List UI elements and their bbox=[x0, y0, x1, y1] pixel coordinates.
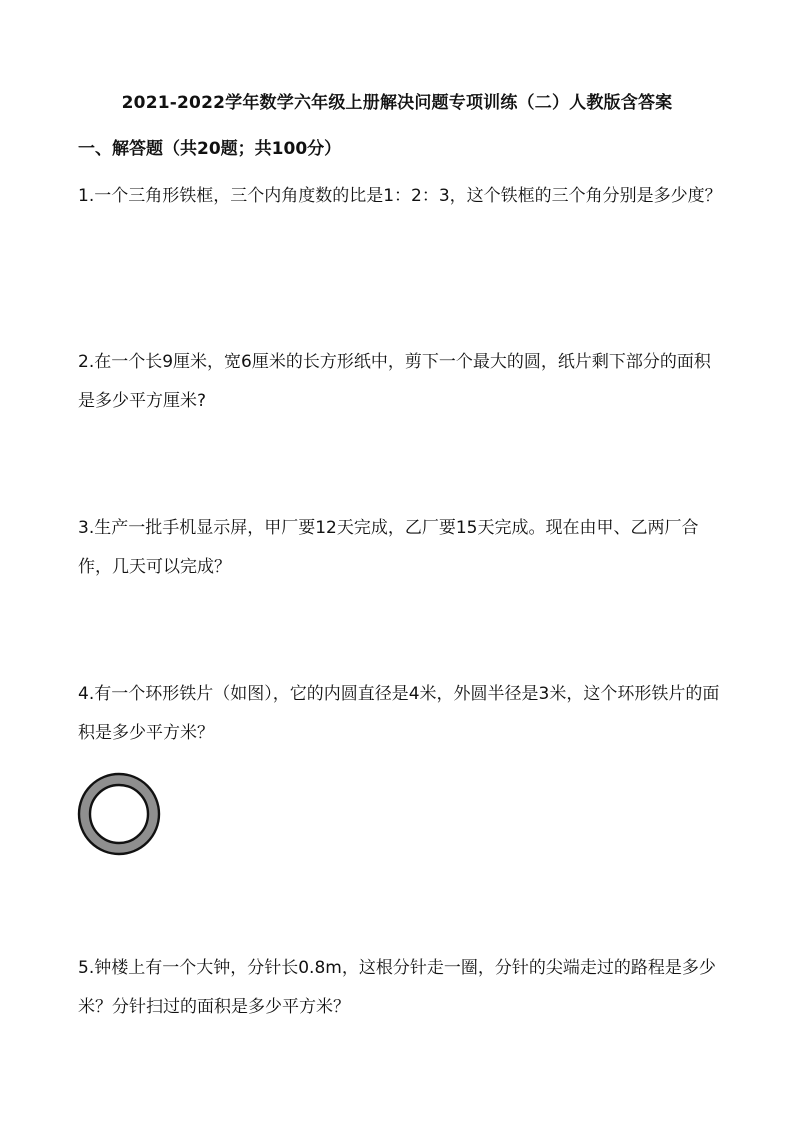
question-4: 4.有一个环形铁片（如图），它的内圆直径是4米，外圆半径是3米，这个环形铁片的面积是多少平方米？ bbox=[78, 684, 720, 743]
ring-figure bbox=[76, 771, 162, 857]
question-1: 1.一个三角形铁框，三个内角度数的比是1：2：3，这个铁框的三个角分别是多少度？ bbox=[78, 186, 722, 206]
question-5: 5.钟楼上有一个大钟，分针长0.8m，这根分针走一圈，分针的尖端走过的路程是多少米？分针扫过的面积是多少平方米？ bbox=[78, 958, 716, 1017]
question-3: 3.生产一批手机显示屏，甲厂要12天完成，乙厂要15天完成。现在由甲、乙两厂合作，几天可以完成？ bbox=[78, 518, 699, 577]
section-heading: 一、解答题（共20题；共100分） bbox=[78, 139, 342, 159]
document-title: 2021-2022学年数学六年级上册解决问题专项训练（二）人教版含答案 bbox=[121, 93, 673, 113]
question-2: 2.在一个长9厘米，宽6厘米的长方形纸中，剪下一个最大的圆，纸片剩下部分的面积是多少平方厘米? bbox=[78, 352, 711, 411]
inner-hole bbox=[90, 785, 148, 843]
